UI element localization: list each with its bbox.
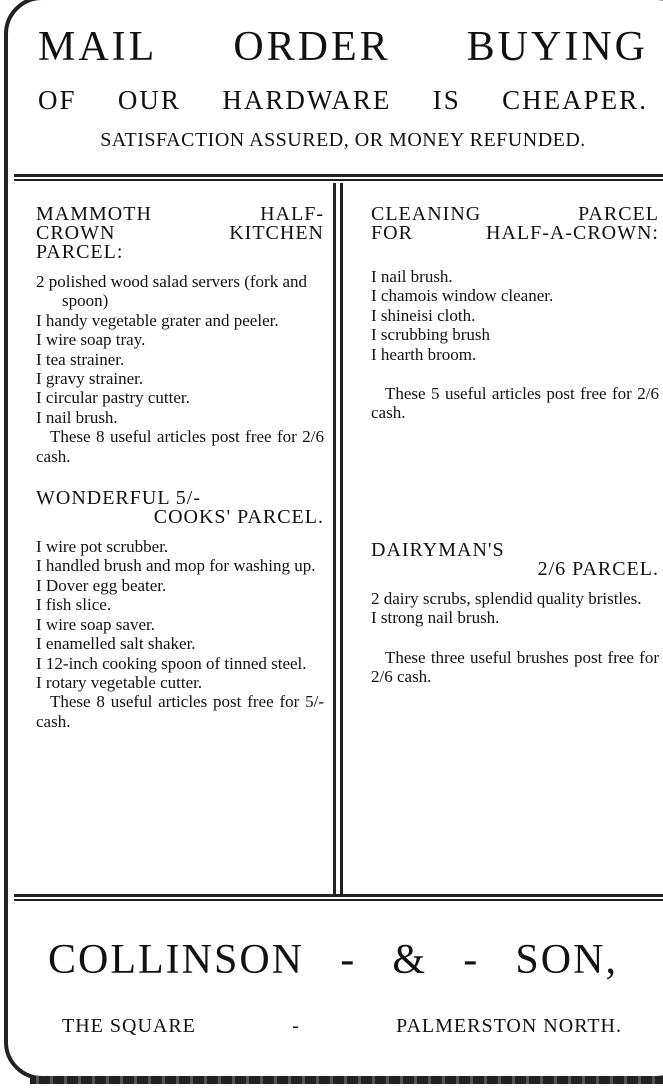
list-item: I shineisi cloth. xyxy=(371,305,476,325)
subheadline-word: OF xyxy=(38,85,77,115)
dairyman-parcel-title xyxy=(371,538,659,580)
firm-name-part: - xyxy=(340,937,357,983)
firm-name-part: & xyxy=(392,937,428,983)
dairyman-parcel-price-note: These three useful brushes post free for 2/6 cash. xyxy=(371,647,659,687)
subheadline-word: OUR xyxy=(117,85,181,115)
headline-word: ORDER xyxy=(233,24,391,70)
cooks-parcel-title xyxy=(36,489,324,527)
list-item: I tea strainer. xyxy=(36,349,125,369)
column-divider xyxy=(333,183,343,894)
title-line: FOR HALF-A-CROWN: xyxy=(371,222,659,244)
title-line: 2/6 PARCEL. xyxy=(537,557,659,580)
address-part: THE SQUARE xyxy=(62,1015,196,1037)
title-line: CROWN KITCHEN xyxy=(36,222,324,244)
firm-name-part: - xyxy=(463,937,480,983)
cooks-parcel-price-note: These 8 useful articles post free for 5/- cash. xyxy=(36,692,324,731)
list-item: I scrubbing brush xyxy=(371,325,490,345)
list-item: I hearth broom. xyxy=(371,344,477,364)
subheadline-word: HARDWARE xyxy=(222,85,392,115)
border-bottom-rule xyxy=(30,1076,663,1084)
list-item: I 12-inch cooking spoon of tinned steel. xyxy=(36,653,307,673)
kitchen-parcel-price-note: These 8 useful articles post free for 2/6 cash. xyxy=(36,427,324,466)
list-item: I Dover egg beater. xyxy=(36,575,167,595)
title-line: COOKS' PARCEL. xyxy=(153,506,324,529)
list-item: I wire pot scrubber. xyxy=(36,537,169,557)
title-line: DAIRYMAN'S xyxy=(371,538,505,561)
kitchen-parcel-title xyxy=(36,205,324,262)
kitchen-parcel-items xyxy=(36,272,324,427)
address-part: PALMERSTON NORTH. xyxy=(396,1015,622,1037)
list-item: I strong nail brush. xyxy=(371,608,500,628)
list-item: I nail brush. xyxy=(371,267,453,286)
list-item: 2 dairy scrubs, splendid quality bristles. xyxy=(371,588,642,608)
title-line: PARCEL: xyxy=(36,241,124,263)
list-item: I circular pastry cutter. xyxy=(36,388,190,408)
firm-name-part: COLLINSON xyxy=(48,937,304,983)
cleaning-parcel-price-note: These 5 useful articles post free for 2/6 cash. xyxy=(371,384,659,423)
list-item: I wire soap saver. xyxy=(36,614,155,634)
dairyman-parcel-items xyxy=(371,589,659,628)
cleaning-parcel-title xyxy=(371,205,659,243)
headline-word: MAIL xyxy=(38,24,158,70)
subheadline-word: IS xyxy=(432,85,461,115)
title-line: MAMMOTH HALF- xyxy=(36,203,324,225)
list-item: I fish slice. xyxy=(36,595,112,615)
list-item: I chamois window cleaner. xyxy=(371,286,554,306)
cleaning-parcel-items xyxy=(371,267,659,364)
right-column xyxy=(371,205,659,686)
firm-name-part: SON, xyxy=(515,937,618,983)
list-item: I wire soap tray. xyxy=(36,330,146,350)
bottom-divider xyxy=(14,894,663,901)
headline-word: BUYING xyxy=(466,24,648,70)
list-item: I gravy strainer. xyxy=(36,369,144,389)
guarantee-line: SATISFACTION ASSURED, OR MONEY REFUNDED. xyxy=(100,129,586,151)
subheadline xyxy=(38,84,648,116)
list-item: I handy vegetable grater and peeler. xyxy=(36,310,279,330)
list-item: I rotary vegetable cutter. xyxy=(36,672,203,692)
cooks-parcel-items xyxy=(36,537,324,692)
subheadline-word: CHEAPER. xyxy=(502,85,648,115)
firm-name xyxy=(48,935,618,985)
title-line: CLEANING PARCEL xyxy=(371,203,659,225)
list-item: I enamelled salt shaker. xyxy=(36,634,196,654)
firm-address xyxy=(62,1012,622,1040)
left-column xyxy=(36,205,324,731)
list-item: I nail brush. xyxy=(36,407,118,427)
headline xyxy=(38,22,648,72)
title-line: WONDERFUL 5/- xyxy=(36,487,202,510)
top-divider xyxy=(14,174,663,181)
list-item: I handled brush and mop for washing up. xyxy=(36,556,316,576)
address-part: - xyxy=(292,1015,300,1037)
list-item: 2 polished wood salad servers (fork and spoon) xyxy=(36,272,307,311)
